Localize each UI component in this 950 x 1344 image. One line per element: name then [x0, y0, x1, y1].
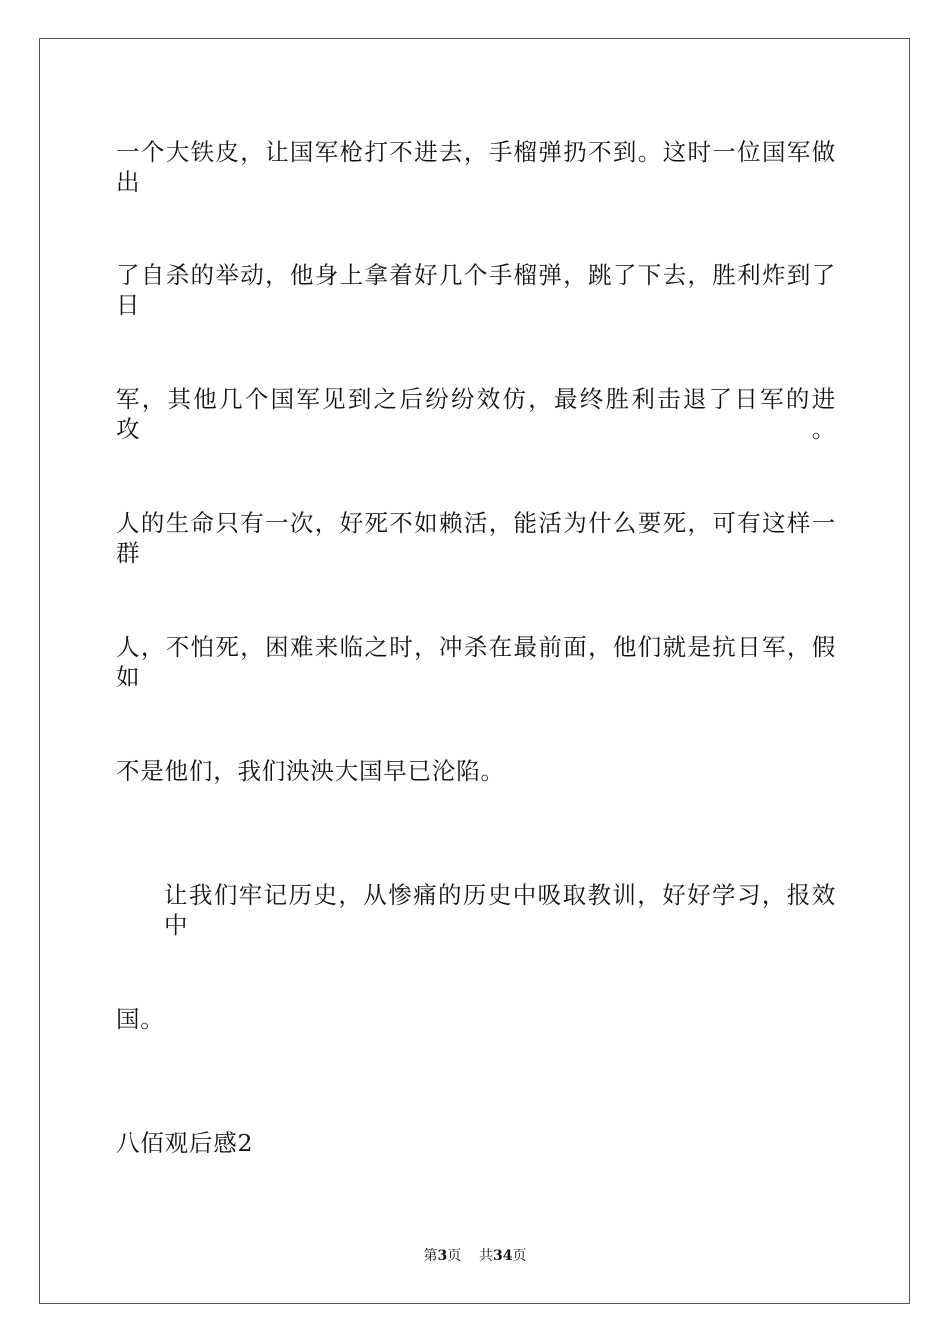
body-text-line-7: 让我们牢记历史，从惨痛的历史中吸取教训，好好学习，报效中: [164, 881, 836, 939]
body-text-line-3: 军，其他几个国军见到之后纷纷效仿，最终胜利击退了日军的进攻。: [116, 385, 836, 443]
footer-page-prefix: 第: [423, 1248, 438, 1264]
body-text-line-5: 人，不怕死，困难来临之时，冲杀在最前面，他们就是抗日军，假如: [116, 633, 836, 691]
body-text-line-1: 一个大铁皮，让国军枪打不进去，手榴弹扔不到。这时一位国军做出: [116, 138, 836, 196]
section-heading: 八佰观后感2: [116, 1129, 254, 1157]
page-footer: [0, 1247, 950, 1265]
body-text-line-2: 了自杀的举动，他身上拿着好几个手榴弹，跳了下去，胜利炸到了日: [116, 261, 836, 319]
footer-page-suffix: 页: [447, 1248, 462, 1264]
body-text-line-4: 人的生命只有一次，好死不如赖活，能活为什么要死，可有这样一群: [116, 509, 836, 567]
page-border: [39, 38, 910, 1304]
footer-page-number: 3: [437, 1248, 448, 1264]
footer-total-prefix: 共: [479, 1248, 494, 1264]
footer-total-suffix: 页: [512, 1248, 527, 1264]
body-text-line-8: 国。: [116, 1005, 165, 1033]
footer-total-pages: 34: [493, 1248, 513, 1264]
body-text-line-6: 不是他们，我们泱泱大国早已沦陷。: [116, 757, 505, 785]
